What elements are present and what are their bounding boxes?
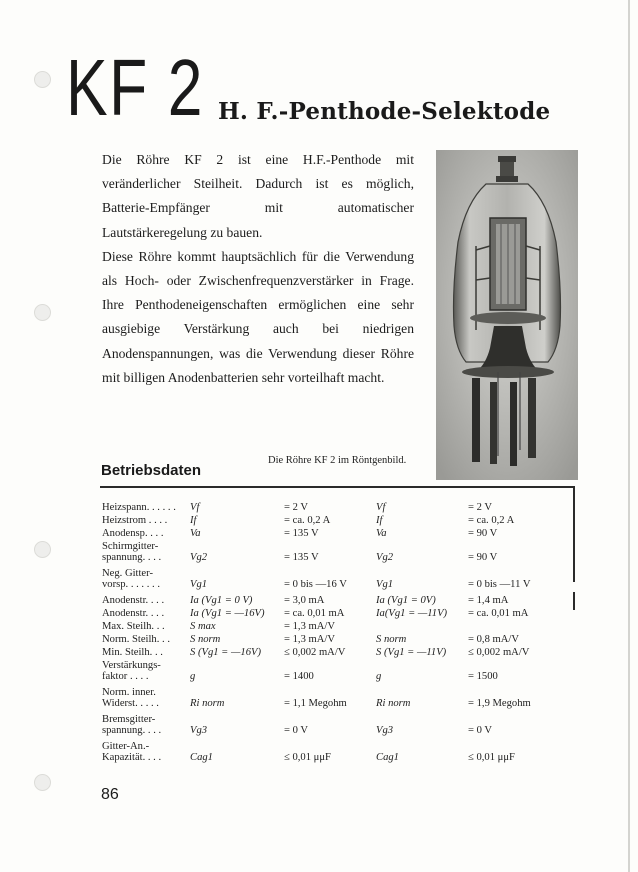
symbol-left: Vg3: [190, 725, 208, 736]
parameter-label: Heizspann. . . . . .: [102, 502, 176, 513]
value-right: ≤ 0,002 mA/V: [468, 647, 530, 658]
symbol-left: Vg1: [190, 579, 208, 590]
symbol-right: Va: [376, 528, 387, 539]
table-row: [102, 671, 570, 687]
table-row: [102, 647, 570, 660]
table-row: [102, 725, 570, 741]
parameter-label: Heizstrom . . . .: [102, 515, 168, 526]
value-left: = 0 bis —16 V: [284, 579, 347, 590]
xray-tube-image: [436, 150, 578, 480]
binder-hole: [34, 774, 51, 791]
symbol-left: S norm: [190, 634, 221, 645]
table-row: [102, 608, 570, 621]
table-row: [102, 660, 570, 671]
value-left: = 1,1 Megohm: [284, 698, 347, 709]
parameter-label: Anodensp. . . .: [102, 528, 164, 539]
parameter-label: Widerst. . . . .: [102, 698, 159, 709]
parameter-label: faktor . . . .: [102, 671, 149, 682]
table-row: [102, 528, 570, 541]
parameter-label: Min. Steilh. . .: [102, 647, 163, 658]
symbol-left: Cag1: [190, 752, 213, 763]
symbol-right: Ri norm: [376, 698, 411, 709]
intro-paragraph: Diese Röhre kommt hauptsächlich für die Verwendung als Hoch- oder Zwischenfrequenzverstärker in Frage. Ihre Penthodeneigenschaften ermöglichen eine sehr ausgiebige Verstärkung auch bei niedrigen Anodenspannungen, was die Verwendung dieser Röhre mit billigen Anodenbatterien sehr vorteilhaft macht.: [102, 248, 414, 385]
table-row: [102, 752, 570, 768]
table-row: [102, 714, 570, 725]
page-number: 86: [101, 786, 119, 803]
symbol-right: Ia(Vg1 = —11V): [376, 608, 448, 619]
value-right: = 1,9 Megohm: [468, 698, 531, 709]
symbol-right: S norm: [376, 634, 407, 645]
table-row: [102, 568, 570, 579]
symbol-left: S (Vg1 = —16V): [190, 647, 261, 658]
value-right: = 1,4 mA: [468, 595, 509, 606]
table-row: [102, 515, 570, 528]
symbol-left: Vg2: [190, 552, 208, 563]
symbol-right: g: [376, 671, 382, 682]
binder-hole: [34, 541, 51, 558]
table-row: [102, 698, 570, 714]
table-row: [102, 687, 570, 698]
symbol-right: Vg2: [376, 552, 394, 563]
symbol-left: Ia (Vg1 = 0 V): [190, 595, 253, 606]
symbol-left: S max: [190, 621, 216, 632]
symbol-right: Vf: [376, 502, 386, 513]
value-right: = 0 V: [468, 725, 493, 736]
value-right: = ca. 0,01 mA: [468, 608, 529, 619]
parameter-label: Norm. inner.: [102, 687, 156, 698]
parameter-label: vorsp. . . . . . .: [102, 579, 160, 590]
parameter-label: spannung. . . .: [102, 552, 162, 563]
value-right: = 0,8 mA/V: [468, 634, 519, 645]
parameter-label: Verstärkungs-: [102, 660, 161, 671]
symbol-left: If: [190, 515, 197, 526]
value-right: = 1500: [468, 671, 498, 682]
table-row: [102, 502, 570, 515]
page-title: H. F.-Penthode-Selektode: [218, 98, 551, 125]
value-right: = 90 V: [468, 552, 498, 563]
value-right: = ca. 0,2 A: [468, 515, 515, 526]
table-side-rule: [573, 592, 575, 610]
symbol-left: Ia (Vg1 = —16V): [190, 608, 265, 619]
value-left: = ca. 0,01 mA: [284, 608, 345, 619]
operating-data-table: [102, 502, 570, 768]
symbol-right: Vg3: [376, 725, 394, 736]
parameter-label: Norm. Steilh. . .: [102, 634, 170, 645]
section-heading: Betriebsdaten: [101, 462, 202, 479]
value-left: ≤ 0,01 μμF: [284, 752, 331, 763]
value-right: = 0 bis —11 V: [468, 579, 531, 590]
value-right: = 2 V: [468, 502, 493, 513]
table-row: [102, 634, 570, 647]
binder-hole: [34, 304, 51, 321]
value-left: = 135 V: [284, 528, 319, 539]
table-row: [102, 579, 570, 595]
symbol-right: Vg1: [376, 579, 394, 590]
symbol-right: Cag1: [376, 752, 399, 763]
table-row: [102, 552, 570, 568]
value-left: = 3,0 mA: [284, 595, 325, 606]
symbol-left: g: [190, 671, 196, 682]
value-left: = 0 V: [284, 725, 309, 736]
symbol-left: Vf: [190, 502, 200, 513]
value-left: = 135 V: [284, 552, 319, 563]
value-right: ≤ 0,01 μμF: [468, 752, 515, 763]
value-right: = 90 V: [468, 528, 498, 539]
tube-model-number: KF 2: [66, 43, 205, 132]
symbol-left: Ri norm: [190, 698, 225, 709]
value-left: = 1,3 mA/V: [284, 634, 335, 645]
parameter-label: Gitter-An.-: [102, 741, 150, 752]
value-left: ≤ 0,002 mA/V: [284, 647, 346, 658]
parameter-label: Anodenstr. . . .: [102, 595, 165, 606]
value-left: = ca. 0,2 A: [284, 515, 331, 526]
page-edge: [628, 0, 630, 872]
intro-text: [102, 148, 414, 390]
table-row: [102, 541, 570, 552]
value-left: = 2 V: [284, 502, 309, 513]
parameter-label: Anodenstr. . . .: [102, 608, 165, 619]
symbol-right: If: [376, 515, 383, 526]
table-side-rule: [573, 486, 575, 582]
parameter-label: Bremsgitter-: [102, 714, 156, 725]
figure-caption: Die Röhre KF 2 im Röntgenbild.: [268, 455, 407, 466]
parameter-label: Max. Steilh. . .: [102, 621, 165, 632]
symbol-right: S (Vg1 = —11V): [376, 647, 447, 658]
binder-hole: [34, 71, 51, 88]
table-top-rule: [100, 486, 574, 488]
table-row: [102, 595, 570, 608]
value-left: = 1,3 mA/V: [284, 621, 335, 632]
value-left: = 1400: [284, 671, 314, 682]
parameter-label: Schirmgitter-: [102, 541, 159, 552]
intro-paragraph: Die Röhre KF 2 ist eine H.F.-Penthode mit veränderlicher Steilheit. Dadurch ist es möglich, Batterie-Empfänger mit automatischer Lautstärkeregelung zu bauen.: [102, 152, 414, 240]
symbol-right: Ia (Vg1 = 0V): [376, 595, 436, 606]
parameter-label: spannung. . . .: [102, 725, 162, 736]
table-row: [102, 741, 570, 752]
parameter-label: Kapazität. . . .: [102, 752, 162, 763]
table-row: [102, 621, 570, 634]
parameter-label: Neg. Gitter-: [102, 568, 153, 579]
symbol-left: Va: [190, 528, 201, 539]
